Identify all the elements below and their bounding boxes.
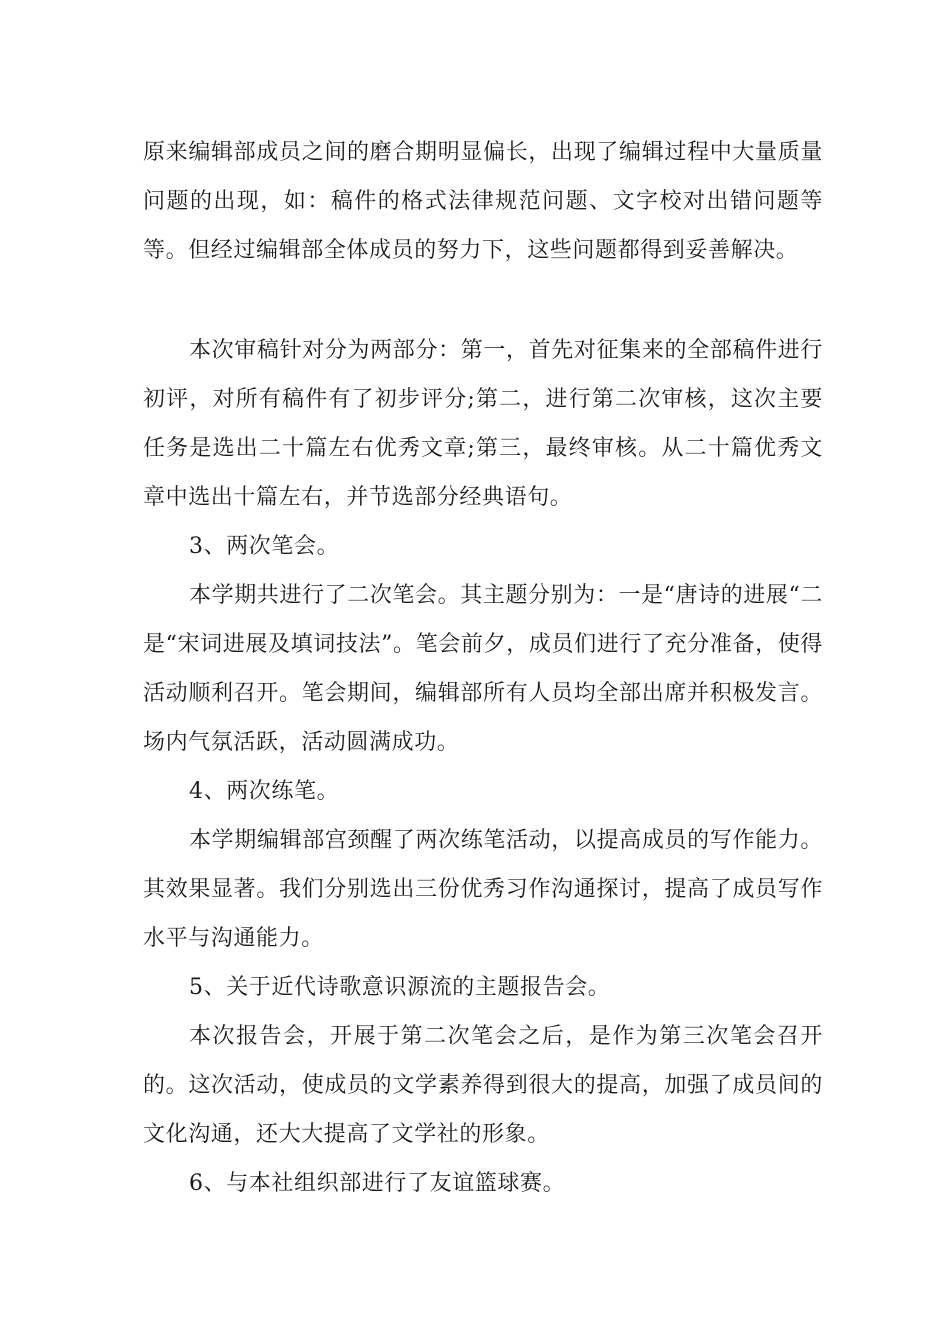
- heading-two-writing-meetings: 3、两次笔会。: [189, 534, 340, 559]
- paragraph-review-process: 本次审稿针对分为两部分：第一，首先对征集来的全部稿件进行初评，对所有稿件有了初步评分;第二，进行第二次审核，这次主要任务是选出二十篇左右优秀文章;第三，最终审核。从二十篇优秀文章中选出十篇左右，并节选部分经典语句。: [143, 338, 823, 510]
- paragraph-poetry-report: 本次报告会，开展于第二次笔会之后，是作为第三次笔会召开的。这次活动，使成员的文学素养得到很大的提高，加强了成员间的文化沟通，还大大提高了文学社的形象。: [143, 1024, 823, 1147]
- paragraph-writing-meetings: 本学期共进行了二次笔会。其主题分别为：一是“唐诗的进展“二是“宋词进展及填词技法”。笔会前夕，成员们进行了充分准备，使得活动顺利召开。笔会期间，编辑部所有人员均全部出席并积极发言。场内气氛活跃，活动圆满成功。: [143, 583, 823, 755]
- heading-basketball-game: 6、与本社组织部进行了友谊篮球赛。: [189, 1171, 566, 1196]
- paragraph-editing-problems: 原来编辑部成员之间的磨合期明显偏长，出现了编辑过程中大量质量问题的出现，如：稿件的格式法律规范问题、文字校对出错问题等等。但经过编辑部全体成员的努力下，这些问题都得到妥善解决。: [143, 140, 823, 263]
- heading-two-writing-practices: 4、两次练笔。: [189, 779, 340, 804]
- document-body: [143, 128, 823, 1208]
- heading-poetry-report: 5、关于近代诗歌意识源流的主题报告会。: [189, 975, 611, 1000]
- paragraph-writing-practices: 本学期编辑部宫颈醒了两次练笔活动，以提高成员的写作能力。其效果显著。我们分别选出三份优秀习作沟通探讨，提高了成员写作水平与沟通能力。: [143, 828, 823, 951]
